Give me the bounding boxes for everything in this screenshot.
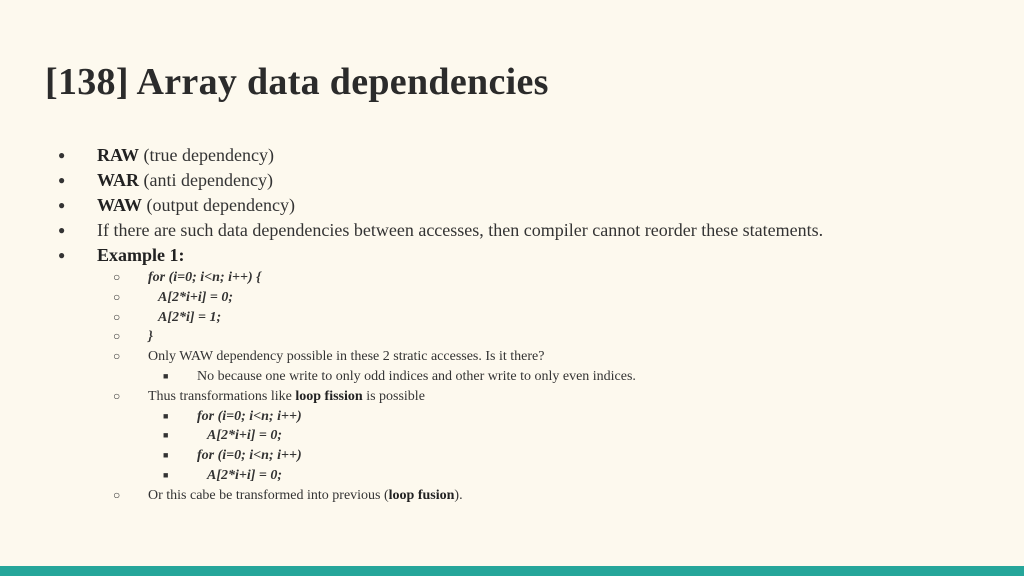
example-label: Example 1: [97,245,185,265]
list-item [58,143,1008,168]
code-line-text: A[2*i+i] = 0; [197,428,283,444]
term-war-desc: (anti dependency) [139,170,273,190]
list-item [113,486,1008,506]
term-war: WAR [97,170,140,190]
bullet-marker: ● [58,173,66,187]
code-line-text: A[2*i+i] = 0; [197,467,283,483]
code-line-text: A[2*i] = 1; [148,309,222,325]
code-line [113,268,1008,288]
bullet-marker: ■ [163,430,169,441]
bullet-marker: ● [58,198,66,212]
bullet-text [97,145,274,165]
bullet-text [97,195,295,215]
bullet-text [97,170,273,190]
code-line-text: for (i=0; i<n; i++) [197,448,302,464]
bullet-marker: ● [58,148,66,162]
bullet-marker: ○ [113,270,121,284]
list-item [58,193,1008,218]
bullet-marker: ■ [163,410,169,421]
fission-text [148,389,425,404]
code-line [163,426,1008,446]
fusion-pre: Or this cabe be transformed into previous ( [148,487,389,503]
fission-bold: loop fission [295,388,363,404]
fission-code-list [163,407,1008,486]
fission-pre: Thus transformations like [148,388,296,404]
bullet-marker: ○ [113,487,121,502]
code-line [163,446,1008,466]
term-waw: WAW [97,195,143,215]
waw-question: Only WAW dependency possible in these 2 stratic accesses. Is it there? [148,349,545,365]
list-item [113,387,1008,486]
list-item [58,243,1008,506]
fusion-post: ). [454,487,463,503]
term-waw-desc: (output dependency) [142,195,295,215]
bullet-marker: ● [58,223,66,237]
code-line-text: for (i=0; i<n; i++) [197,408,302,424]
fusion-text [148,488,463,503]
slide-title: [138] Array data dependencies [45,61,549,103]
code-line-text: } [148,329,153,345]
reorder-text: If there are such data dependencies between accesses, then compiler cannot reorder these statements. [97,220,824,240]
fission-post: is possible [362,388,425,404]
code-line [163,466,1008,486]
waw-answer: No because one write to only odd indices and other write to only even indices. [197,368,636,384]
list-item [58,168,1008,193]
list-item [163,367,1008,387]
bullet-marker: ■ [163,450,169,461]
bullet-marker: ○ [113,388,121,403]
code-line [113,288,1008,308]
bullet-list [58,143,1008,506]
example-sublist [113,268,1008,506]
list-item [58,218,1008,243]
list-item [113,347,1008,387]
code-line [163,407,1008,427]
code-line-text: for (i=0; i<n; i++) { [148,270,261,285]
bullet-marker: ○ [113,309,121,324]
term-raw-desc: (true dependency) [139,145,274,165]
bullet-marker: ■ [163,469,169,480]
bullet-marker: ○ [113,289,121,304]
footer-accent-bar [0,566,1024,576]
code-line-text: A[2*i+i] = 0; [148,289,234,305]
bullet-marker: ○ [113,329,121,344]
code-line [113,327,1008,347]
bullet-marker: ● [58,248,66,262]
code-line [113,308,1008,328]
fusion-bold: loop fusion [388,487,455,503]
bullet-marker: ○ [113,349,121,364]
waw-answer-list [163,367,1008,387]
term-raw: RAW [97,145,140,165]
bullet-marker: ■ [163,370,169,381]
